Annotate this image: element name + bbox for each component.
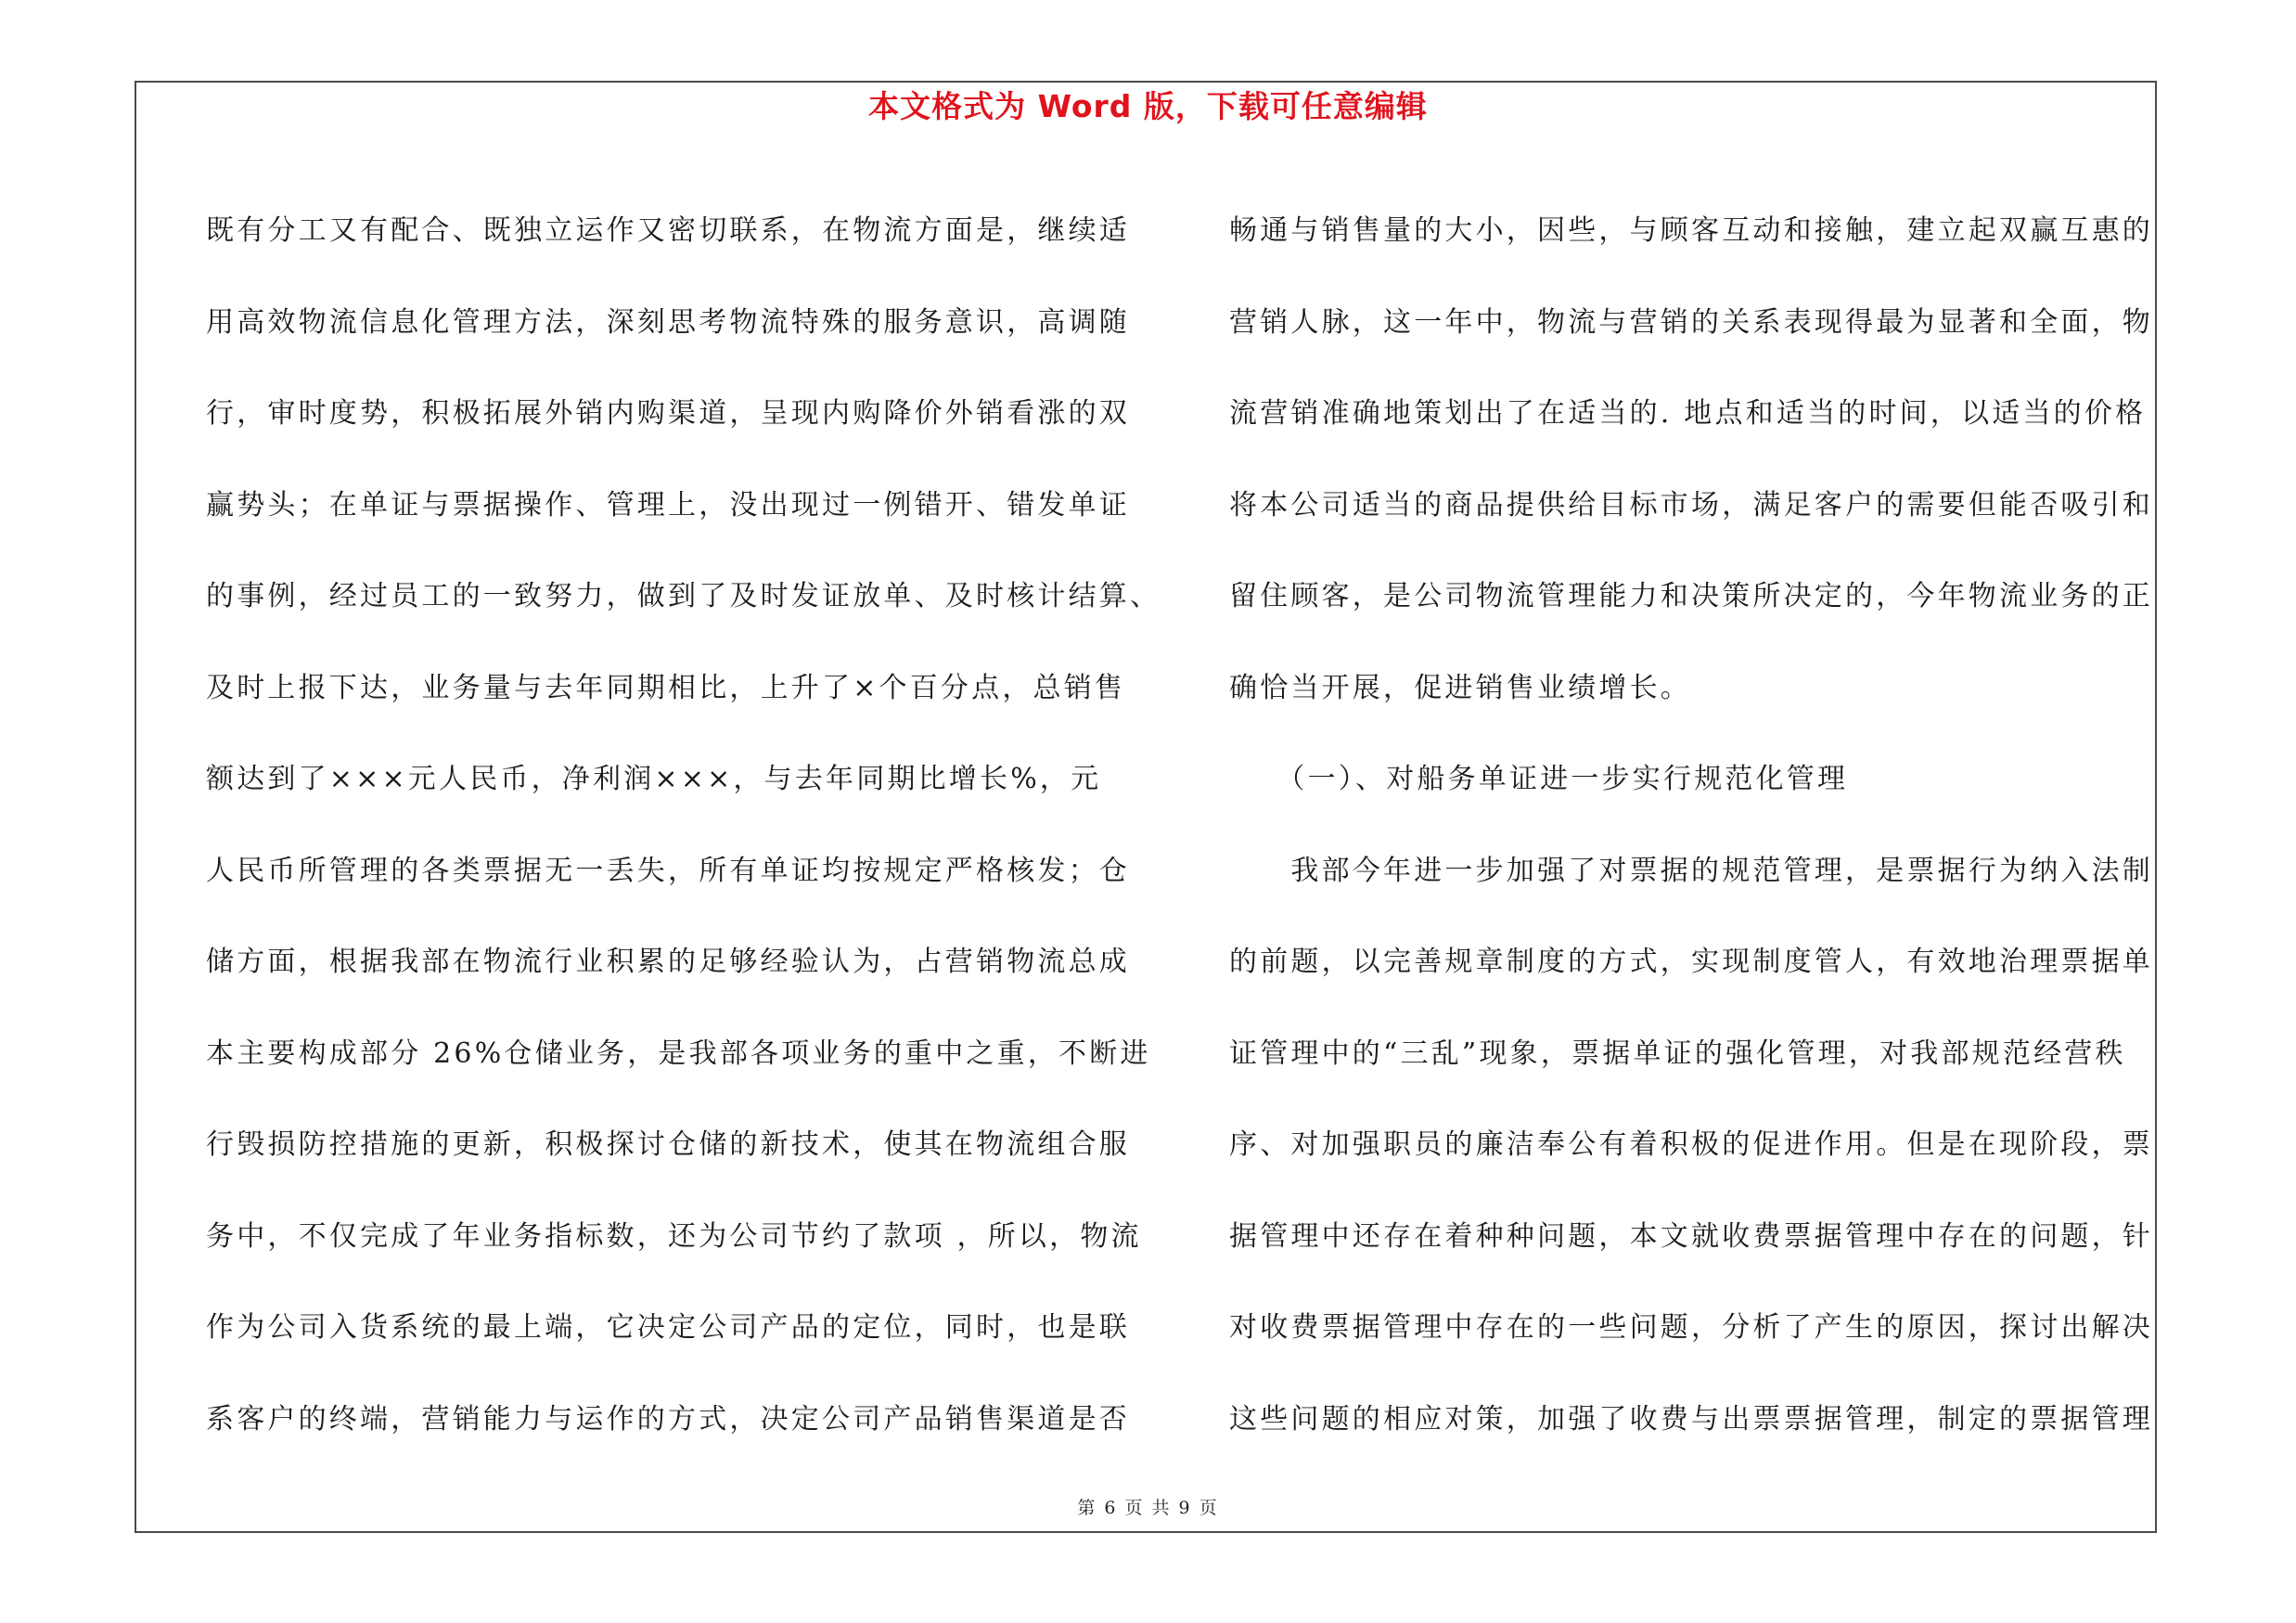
text-line: 务中，不仅完成了年业务指标数，还为公司节约了款项 ，所以，物流 [206, 1219, 1142, 1253]
text-line: 确恰当开展，促进销售业绩增长。 [1229, 671, 1691, 704]
text-line: 储方面，根据我部在物流行业积累的足够经验认为，占营销物流总成 [206, 946, 1130, 978]
text-line: 畅通与销售量的大小，因些，与顾客互动和接触，建立起双赢互惠的 [1229, 214, 2153, 247]
text-line: 及时上报下达，业务量与去年同期相比，上升了×个百分点，总销售 [206, 671, 1126, 704]
text-line: 的前题，以完善规章制度的方式，实现制度管人，有效地治理票据单 [1229, 946, 2153, 978]
text-line: 对收费票据管理中存在的一些问题，分析了产生的原因，探讨出解决 [1229, 1311, 2153, 1344]
text-line: 赢势头；在单证与票据操作、管理上，没出现过一例错开、错发单证 [206, 488, 1130, 522]
text-line: 行，审时度势，积极拓展外销内购渠道，呈现内购降价外销看涨的双 [206, 397, 1130, 430]
section-heading: （一）、对船务单证进一步实行规范化管理 [1229, 763, 1849, 795]
text-line: 营销人脉，这一年中，物流与营销的关系表现得最为显著和全面，物 [1229, 305, 2153, 339]
format-notice-banner: 本文格式为 Word 版，下载可任意编辑 [868, 88, 1428, 124]
text-line: 既有分工又有配合、既独立运作又密切联系，在物流方面是，继续适 [206, 214, 1130, 247]
text-line: 流营销准确地策划出了在适当的. 地点和适当的时间，以适当的价格 [1229, 397, 2147, 430]
right-text-column [1229, 186, 2153, 1465]
text-line: 额达到了×××元人民币，净利润×××，与去年同期比增长%，元 [206, 763, 1102, 795]
text-line: 我部今年进一步加强了对票据的规范管理，是票据行为纳入法制 [1229, 854, 2153, 887]
text-line: 证管理中的“三乱”现象，票据单证的强化管理，对我部规范经营秩 [1229, 1037, 2126, 1070]
text-line: 作为公司入货系统的最上端，它决定公司产品的定位，同时，也是联 [206, 1311, 1130, 1344]
text-line: 将本公司适当的商品提供给目标市场，满足客户的需要但能否吸引和 [1229, 488, 2153, 522]
text-line: 的事例，经过员工的一致努力，做到了及时发证放单、及时核计结算、 [206, 580, 1161, 612]
text-line: 行毁损防控措施的更新，积极探讨仓储的新技术，使其在物流组合服 [206, 1128, 1130, 1161]
text-line: 留住顾客，是公司物流管理能力和决策所决定的，今年物流业务的正 [1229, 580, 2153, 612]
text-line: 序、对加强职员的廉洁奉公有着积极的促进作用。但是在现阶段，票 [1229, 1128, 2153, 1161]
text-line: 这些问题的相应对策，加强了收费与出票票据管理，制定的票据管理 [1229, 1402, 2153, 1436]
text-line: 人民币所管理的各类票据无一丢失，所有单证均按规定严格核发；仓 [206, 854, 1130, 887]
left-text-column [206, 186, 1161, 1465]
text-line: 系客户的终端，营销能力与运作的方式，决定公司产品销售渠道是否 [206, 1402, 1130, 1436]
text-line: 用高效物流信息化管理方法，深刻思考物流特殊的服务意识，高调随 [206, 305, 1130, 339]
text-line: 据管理中还存在着种种问题，本文就收费票据管理中存在的问题，针 [1229, 1219, 2153, 1253]
text-line: 本主要构成部分 26%仓储业务，是我部各项业务的重中之重，不断进 [206, 1037, 1151, 1070]
page-number: 第 6 页 共 9 页 [1077, 1498, 1219, 1518]
